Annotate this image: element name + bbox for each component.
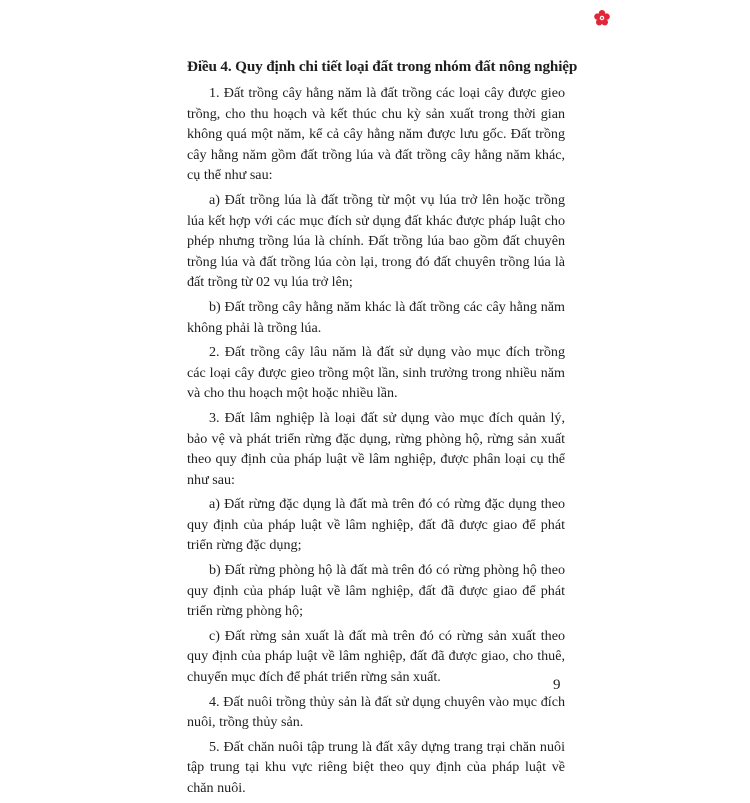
paragraph-1a: a) Đất trồng lúa là đất trồng từ một vụ lúa trở lên hoặc trồng lúa kết hợp với các mục đích sử dụng đất khác được pháp luật cho phép nhưng trồng lúa là chính. Đất trồng lúa bao gồm đất chuyên trồng lúa và đất trồng lúa còn lại, trong đó đất chuyên trồng lúa là đất trồng từ 02 vụ lúa trở lên; (187, 191, 565, 291)
paragraph-5: 5. Đất chăn nuôi tập trung là đất xây dựng trang trại chăn nuôi tập trung tại khu vực riêng biệt theo quy định của pháp luật về chăn nuôi. (187, 738, 565, 796)
document-page (187, 57, 578, 803)
article-heading: Điều 4. Quy định chi tiết loại đất trong nhóm đất nông nghiệp (187, 58, 578, 75)
paragraph-3c: c) Đất rừng sản xuất là đất mà trên đó có rừng sản xuất theo quy định của pháp luật về lâm nghiệp, đất đã được giao, cho thuê, chuyển mục đích để phát triển rừng sản xuất. (187, 627, 565, 686)
paragraph-2: 2. Đất trồng cây lâu năm là đất sử dụng vào mục đích trồng các loại cây được gieo trồng một lần, sinh trưởng trong nhiều năm và cho thu hoạch một hoặc nhiều lần. (187, 344, 565, 402)
paragraph-3b: b) Đất rừng phòng hộ là đất mà trên đó có rừng phòng hộ theo quy định của pháp luật về lâm nghiệp, đất đã được giao để phát triển rừng phòng hộ; (187, 562, 565, 620)
paragraph-3a: a) Đất rừng đặc dụng là đất mà trên đó có rừng đặc dụng theo quy định của pháp luật về lâm nghiệp, đất đã được giao để phát triển rừng đặc dụng; (187, 496, 565, 554)
paragraph-1b: b) Đất trồng cây hằng năm khác là đất trồng các cây hằng năm không phải là trồng lúa. (187, 298, 565, 336)
page-number: 9 (553, 677, 561, 693)
paragraph-1: 1. Đất trồng cây hằng năm là đất trồng các loại cây được gieo trồng, cho thu hoạch và kết thúc chu kỳ sản xuất trong thời gian không quá một năm, kể cả cây hằng năm được lưu gốc. Đất trồng cây hằng năm gồm đất trồng lúa và đất trồng cây hằng năm khác, cụ thể như sau: (187, 85, 565, 184)
paragraph-3: 3. Đất lâm nghiệp là loại đất sử dụng vào mục đích quản lý, bảo vệ và phát triển rừng đặc dụng, rừng phòng hộ, rừng sản xuất theo quy định của pháp luật về lâm nghiệp, được phân loại cụ thể như sau: (187, 409, 565, 488)
paragraph-4: 4. Đất nuôi trồng thủy sản là đất sử dụng chuyên vào mục đích nuôi, trồng thủy sản. (187, 693, 565, 731)
flower-logo-icon (593, 9, 611, 27)
